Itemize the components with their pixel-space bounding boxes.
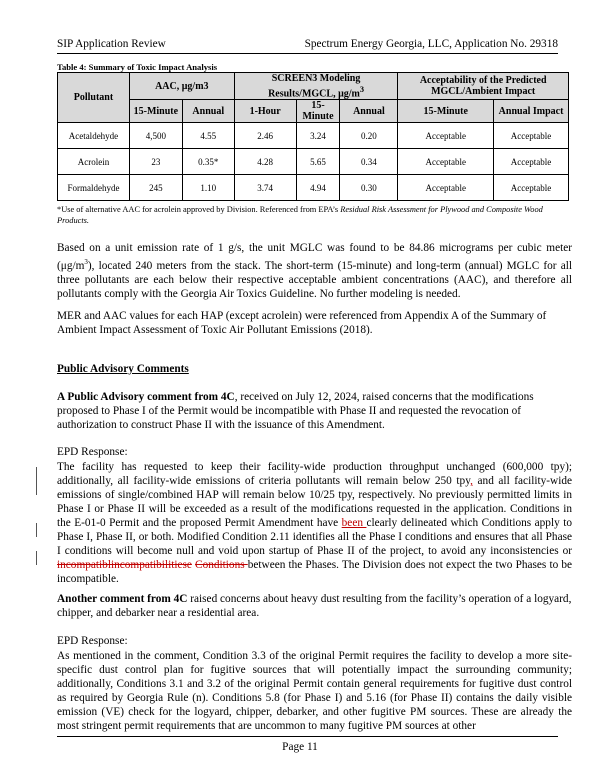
cell-aac-15min: 245 [129, 175, 182, 201]
header-screen3-line1: SCREEN3 Modeling [271, 73, 361, 84]
cell-acc-annual: Acceptable [494, 149, 569, 175]
table-row [58, 123, 569, 149]
cell-aac-15min: 23 [129, 149, 182, 175]
cell-aac-annual: 0.35* [182, 149, 234, 175]
paragraph-mglc-part1: Based on a unit emission rate of 1 g/s, the unit MGLC was found to be 84.86 micrograms per cubic meter (μg/m [57, 242, 572, 272]
footer-rule [57, 736, 558, 737]
cell-mgcl-annual: 0.20 [340, 123, 398, 149]
paragraph-mer-aac: MER and AAC values for each HAP (except acrolein) were referenced from Appendix A of the Summary of Ambient Impact Assessment of Toxic Air Pollutant Emissions (2018). [57, 310, 547, 336]
page-number: Page 11 [282, 741, 318, 753]
cell-acc-annual: Acceptable [494, 123, 569, 149]
header-mgcl-annual: Annual [340, 100, 398, 123]
epd-response-label-2: EPD Response: [57, 635, 128, 647]
header-1hour: 1-Hour [234, 100, 296, 123]
cell-acc-15min: Acceptable [398, 123, 494, 149]
page-header [57, 38, 558, 50]
comment-2-lead: Another comment from 4C [57, 593, 188, 605]
header-acceptability: Acceptability of the Predicted MGCL/Ambient Impact [398, 73, 569, 100]
response-1-text-b: and all facility-wide emissions of single/combined HAP will remain below 10/25 tpy, respectively. No previously permitted limits in Phase I or Phase II will be exceeded as a result of the modifications requested in the application. Conditions in the E-01-0 Permit and the proposed Permit Amendment have [57, 475, 572, 529]
cell-1hour: 2.46 [234, 123, 296, 149]
comment-1-text: , received on July 12, 2024, raised concerns that the modifications proposed to Phase I of the Permit would be incompatible with Phase II and requested the revocation of authorization to construct Phase II with the issuance of this Amendment. [57, 391, 534, 431]
cell-acc-15min: Acceptable [398, 175, 494, 201]
cell-acc-annual: Acceptable [494, 175, 569, 201]
table-row [58, 149, 569, 175]
footnote-text: *Use of alternative AAC for acrolein approved by Division. Referenced from EPA’s [57, 205, 341, 214]
comment-1 [57, 390, 572, 432]
header-screen3 [234, 73, 398, 100]
cell-mgcl-15min: 3.24 [296, 123, 340, 149]
cell-aac-15min: 4,500 [129, 123, 182, 149]
footnote-reference-title: Residual Risk Assessment for Plywood and Composite Wood Products. [57, 205, 543, 225]
cell-aac-annual: 1.10 [182, 175, 234, 201]
cell-pollutant: Acetaldehyde [58, 123, 130, 149]
table-footnote [57, 205, 572, 226]
change-bar [36, 467, 37, 481]
comment-1-lead: A Public Advisory comment from 4C [57, 391, 235, 403]
comment-2-text: raised concerns about heavy dust resulting from the facility’s operation of a logyard, chipper, and debarker near a residential area. [57, 593, 572, 619]
header-aac-15min: 15-Minute [129, 100, 182, 123]
header-aac-annual: Annual [182, 100, 234, 123]
cell-mgcl-15min: 5.65 [296, 149, 340, 175]
header-rule [57, 53, 558, 54]
header-pollutant: Pollutant [58, 73, 130, 123]
cell-1hour: 3.74 [234, 175, 296, 201]
header-left: SIP Application Review [57, 38, 166, 50]
epd-response-2: As mentioned in the comment, Condition 3.3 of the original Permit requires the facility to develop a more site-specific dust control plan for fugitive sources that will potentially impact the surrounding community; additionally, Conditions 3.1 and 3.2 of the original Permit contain general requirements for fugitive dust control as required by Georgia Rule (n). Conditions 5.8 (for Phase I) and 5.16 (for Phase II) contains the daily visible emission (VE) check for the logyard, chipper, debarker, and other fugitive PM sources. These are already the most stringent permit requirements that are uncommon to many fugitive PM sources at other [57, 650, 572, 732]
response-1-text-c: clearly delineated which Conditions apply to Phase I, Phase II, or both. Modified Condition 2.11 identifies all the Phase I conditions and ensures that all Phase I conditions will become null and void upon startup of Phase II of the project, to avoid any inconsistencies or [57, 517, 572, 557]
change-bar [36, 551, 37, 565]
table-row [58, 175, 569, 201]
header-screen3-sup: 3 [359, 85, 365, 94]
response-1-text-e: between the Phases. The Division does not expect the two Phases to be incompatible. [57, 559, 573, 585]
cell-1hour: 4.28 [234, 149, 296, 175]
epd-response-1 [57, 460, 572, 586]
cell-mgcl-annual: 0.30 [340, 175, 398, 201]
response-1-text-a: The facility has requested to keep their facility-wide production throughput unchanged (600,000 tpy); additionally, all facility-wide emissions of criteria pollutants will remain below 250 tpy [57, 461, 572, 487]
header-right: Spectrum Energy Georgia, LLC, Application No. 29318 [304, 38, 558, 50]
cell-mgcl-15min: 4.94 [296, 175, 340, 201]
cell-mgcl-annual: 0.34 [340, 149, 398, 175]
change-bar [36, 523, 37, 537]
paragraph-mglc [57, 241, 572, 301]
epd-response-label-1: EPD Response: [57, 446, 128, 458]
cell-pollutant: Formaldehyde [58, 175, 130, 201]
change-bar [36, 481, 37, 495]
paragraph-mglc-sup: 3 [84, 258, 88, 266]
inserted-been: been [341, 517, 367, 529]
header-acc-annual: Annual Impact [494, 100, 569, 123]
section-heading: Public Advisory Comments [57, 363, 189, 375]
deleted-conditions: Conditions [195, 559, 248, 571]
header-aac: AAC, μg/m3 [129, 73, 234, 100]
header-screen3-line2: Results/MGCL, μg/m [268, 88, 360, 100]
cell-aac-annual: 4.55 [182, 123, 234, 149]
toxic-impact-table [57, 72, 569, 201]
header-acc-15min: 15-Minute [398, 100, 494, 123]
cell-pollutant: Acrolein [58, 149, 130, 175]
cell-acc-15min: Acceptable [398, 149, 494, 175]
deleted-incompatibilities: incompatiblincompatibilitiese [57, 559, 192, 571]
comment-2 [57, 592, 572, 620]
paragraph-mglc-part2: ), located 240 meters from the stack. The short-term (15-minute) and long-term (annual) MGLC for all three pollutants are each below their respective acceptable ambient concentrations (AAC), and therefore all pollutants comply with the Georgia Air Toxics Guideline. No further modeling is needed. [57, 259, 572, 300]
inserted-comma: , [470, 475, 473, 487]
header-mgcl-15min: 15-Minute [296, 100, 340, 123]
table-caption: Table 4: Summary of Toxic Impact Analysis [57, 62, 218, 72]
